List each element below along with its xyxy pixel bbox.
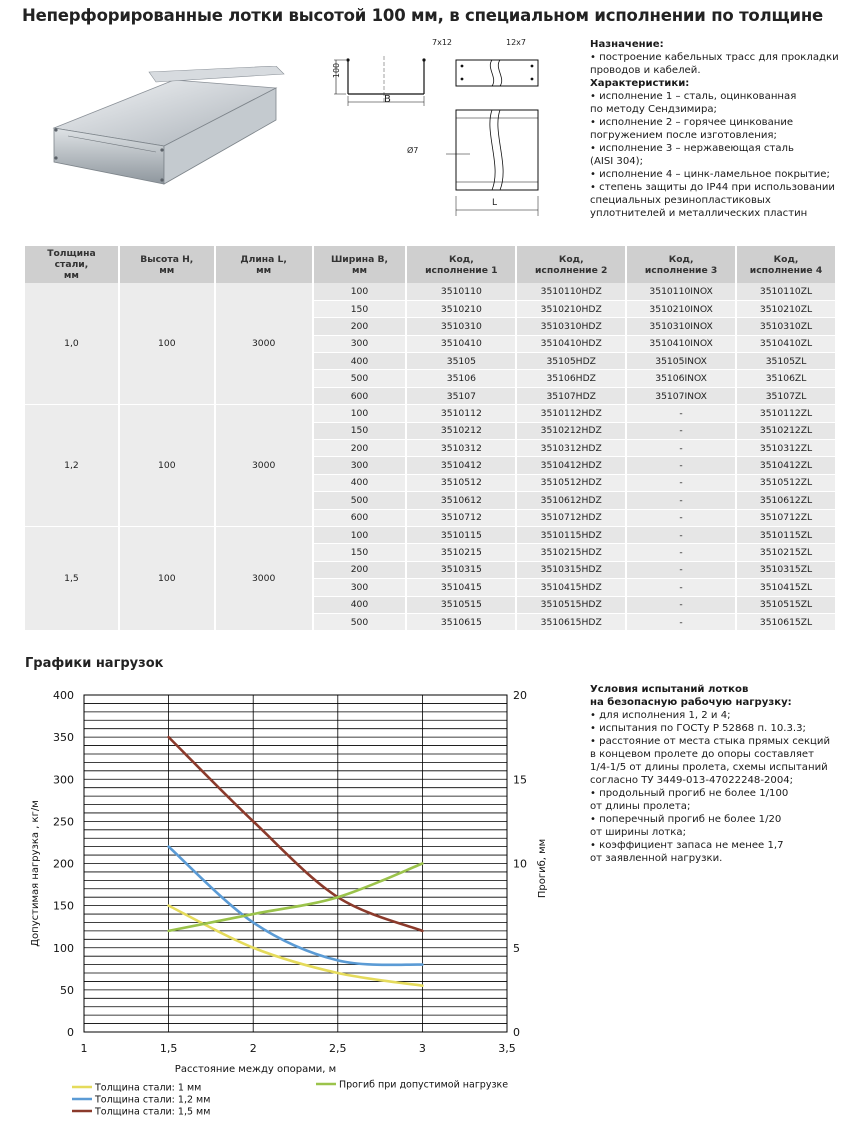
legend-label-3: Прогиб при допустимой нагрузке	[339, 1079, 509, 1091]
spec-table-body	[25, 283, 836, 631]
cell-code-2: 3510112HDZ	[516, 405, 626, 422]
x-tick-label: 3,5	[498, 1042, 516, 1055]
page-title: Неперфорированные лотки высотой 100 мм, в специальном исполнении по толщине	[22, 6, 824, 25]
cell-height: 100	[119, 526, 215, 630]
cell-code-4: 35107ZL	[736, 387, 836, 404]
x-tick-label: 1	[80, 1042, 88, 1055]
cell-width: 400	[313, 596, 407, 613]
cell-code-2: 3510212HDZ	[516, 422, 626, 439]
cell-code-2: 3510310HDZ	[516, 318, 626, 335]
cell-width: 300	[313, 335, 407, 352]
cell-code-4: 3510612ZL	[736, 492, 836, 509]
cell-code-3: -	[626, 561, 736, 578]
table-row	[25, 526, 836, 543]
cell-code-2: 3510210HDZ	[516, 300, 626, 317]
cell-code-4: 35105ZL	[736, 353, 836, 370]
cell-code-2: 35107HDZ	[516, 387, 626, 404]
cell-code-3: -	[626, 492, 736, 509]
cell-code-4: 3510110ZL	[736, 283, 836, 300]
cell-code-4: 3510410ZL	[736, 335, 836, 352]
col-header-code-4: Код, исполнение 4	[736, 246, 836, 283]
table-row	[25, 283, 836, 300]
cell-code-2: 3510412HDZ	[516, 457, 626, 474]
dim-height-label: 100	[332, 62, 342, 79]
cell-code-1: 35107	[406, 387, 516, 404]
cell-code-2: 3510712HDZ	[516, 509, 626, 526]
col-header-code-2: Код, исполнение 2	[516, 246, 626, 283]
cell-code-1: 3510515	[406, 596, 516, 613]
cell-code-1: 3510415	[406, 579, 516, 596]
conditions-line: • коэффициент запаса не менее 1,7	[590, 840, 784, 851]
conditions-line: согласно ТУ 3449-013-47022248-2004;	[590, 775, 794, 786]
cell-width: 200	[313, 440, 407, 457]
cell-width: 500	[313, 370, 407, 387]
cell-code-3: -	[626, 457, 736, 474]
cell-length: 3000	[215, 405, 313, 527]
cell-code-3: -	[626, 596, 736, 613]
conditions-line: • для исполнения 1, 2 и 4;	[590, 710, 731, 721]
col-header-height: Высота Н, мм	[119, 246, 215, 283]
characteristics-line: специальных резинопластиковых	[590, 195, 771, 206]
cell-width: 600	[313, 509, 407, 526]
cell-code-4: 3510115ZL	[736, 526, 836, 543]
x-tick-label: 2,5	[329, 1042, 347, 1055]
cell-code-3: 3510210INOX	[626, 300, 736, 317]
dim-slot-1-label: 7x12	[432, 38, 453, 47]
cell-code-1: 35105	[406, 353, 516, 370]
conditions-line: от длины пролета;	[590, 801, 691, 812]
cell-width: 150	[313, 300, 407, 317]
cell-code-4: 3510315ZL	[736, 561, 836, 578]
cell-width: 100	[313, 405, 407, 422]
purpose-line: проводов и кабелей.	[590, 65, 701, 76]
cell-code-1: 3510110	[406, 283, 516, 300]
cell-code-1: 3510615	[406, 613, 516, 630]
side-view-drawing	[406, 36, 554, 216]
series-line-2	[169, 737, 423, 931]
legend-label-0: Толщина стали: 1 мм	[95, 1082, 202, 1094]
y-tick-label: 0	[67, 1026, 74, 1039]
conditions-line: • продольный прогиб не более 1/100	[590, 788, 789, 799]
cell-code-1: 3510410	[406, 335, 516, 352]
conditions-header: на безопасную рабочую нагрузку:	[590, 697, 792, 708]
y-axis-label: Допустимая нагрузка , кг/м	[30, 800, 41, 947]
cell-code-1: 3510312	[406, 440, 516, 457]
cell-code-2: 3510110HDZ	[516, 283, 626, 300]
y-tick-label: 300	[53, 773, 74, 787]
cell-code-3: -	[626, 405, 736, 422]
y2-axis-label: Прогиб, мм	[537, 838, 548, 899]
cell-code-2: 3510415HDZ	[516, 579, 626, 596]
characteristics-line: • исполнение 1 – сталь, оцинкованная	[590, 91, 797, 102]
cell-thickness: 1,5	[25, 526, 119, 630]
cell-code-1: 3510310	[406, 318, 516, 335]
cell-code-1: 3510512	[406, 474, 516, 491]
cell-code-4: 3510412ZL	[736, 457, 836, 474]
chart-labels	[30, 689, 548, 1075]
dim-hole-label: Ø7	[407, 146, 419, 155]
y-tick-label: 400	[53, 689, 74, 702]
cell-code-3: 35107INOX	[626, 387, 736, 404]
cell-width: 200	[313, 561, 407, 578]
y-tick-label: 50	[60, 983, 74, 997]
cell-code-4: 3510312ZL	[736, 440, 836, 457]
y-tick-label: 150	[53, 899, 74, 913]
characteristics-line: (AISI 304);	[590, 156, 644, 167]
cell-code-2: 3510515HDZ	[516, 596, 626, 613]
conditions-line: • испытания по ГОСТу Р 52868 п. 10.3.3;	[590, 723, 806, 734]
characteristics-line: уплотнителей и металлических пластин	[590, 208, 808, 219]
conditions-line: от заявленной нагрузки.	[590, 853, 723, 864]
cell-code-2: 3510312HDZ	[516, 440, 626, 457]
cell-code-4: 3510112ZL	[736, 405, 836, 422]
chart-legend	[72, 1080, 508, 1118]
cell-height: 100	[119, 283, 215, 405]
x-tick-label: 3	[418, 1042, 426, 1055]
cable-tray-photo	[44, 66, 289, 191]
cell-code-4: 3510415ZL	[736, 579, 836, 596]
cell-code-2: 35105HDZ	[516, 353, 626, 370]
cell-code-3: 35106INOX	[626, 370, 736, 387]
legend-label-1: Толщина стали: 1,2 мм	[95, 1094, 211, 1106]
section-title: Графики нагрузок	[25, 656, 164, 671]
cell-width: 100	[313, 283, 407, 300]
cell-height: 100	[119, 405, 215, 527]
characteristics-line: • исполнение 3 – нержавеющая сталь	[590, 143, 794, 154]
cell-code-4: 35106ZL	[736, 370, 836, 387]
col-header-width: Ширина В, мм	[313, 246, 407, 283]
cell-code-3: -	[626, 474, 736, 491]
dim-width-label: B	[384, 94, 391, 105]
legend-label-2: Толщина стали: 1,5 мм	[95, 1106, 211, 1118]
cell-code-2: 3510315HDZ	[516, 561, 626, 578]
characteristics-line: • степень защиты до IP44 при использовании	[590, 182, 835, 193]
cell-width: 500	[313, 492, 407, 509]
cell-width: 200	[313, 318, 407, 335]
cell-code-4: 3510615ZL	[736, 613, 836, 630]
cell-length: 3000	[215, 526, 313, 630]
cell-code-1: 3510315	[406, 561, 516, 578]
cell-width: 600	[313, 387, 407, 404]
y2-tick-label: 10	[513, 857, 527, 871]
cell-code-4: 3510712ZL	[736, 509, 836, 526]
col-header-code-1: Код, исполнение 1	[406, 246, 516, 283]
y-tick-label: 250	[53, 815, 74, 829]
cell-code-1: 3510412	[406, 457, 516, 474]
cell-width: 400	[313, 353, 407, 370]
cell-code-2: 3510115HDZ	[516, 526, 626, 543]
product-info	[590, 38, 852, 220]
characteristics-line: погружением после изготовления;	[590, 130, 777, 141]
cell-code-1: 35106	[406, 370, 516, 387]
test-conditions	[590, 683, 852, 865]
cell-code-3: -	[626, 579, 736, 596]
conditions-line: от ширины лотка;	[590, 827, 686, 838]
cell-code-3: -	[626, 440, 736, 457]
y2-tick-label: 0	[513, 1026, 520, 1039]
cell-code-2: 3510512HDZ	[516, 474, 626, 491]
characteristics-header: Характеристики:	[590, 78, 690, 89]
col-header-code-3: Код, исполнение 3	[626, 246, 736, 283]
cell-code-1: 3510712	[406, 509, 516, 526]
chart-series	[169, 737, 423, 986]
cell-code-4: 3510515ZL	[736, 596, 836, 613]
cell-code-3: 3510110INOX	[626, 283, 736, 300]
dim-slot-2-label: 12x7	[506, 38, 527, 47]
cell-code-2: 3510410HDZ	[516, 335, 626, 352]
cell-code-3: -	[626, 544, 736, 561]
purpose-header: Назначение:	[590, 39, 664, 50]
characteristics-line: • исполнение 4 – цинк-ламельное покрытие;	[590, 169, 830, 180]
cell-thickness: 1,2	[25, 405, 119, 527]
dim-length-label: L	[492, 198, 498, 208]
cell-code-2: 35106HDZ	[516, 370, 626, 387]
spec-table	[25, 246, 837, 631]
cell-code-2: 3510612HDZ	[516, 492, 626, 509]
conditions-line: • расстояние от места стыка прямых секций	[590, 736, 831, 747]
table-row	[25, 405, 836, 422]
characteristics-line: по методу Сендзимира;	[590, 104, 717, 115]
y-tick-label: 350	[53, 731, 74, 745]
x-tick-label: 1,5	[159, 1042, 178, 1055]
cell-code-1: 3510212	[406, 422, 516, 439]
purpose-line: • построение кабельных трасс для прокладки	[590, 52, 839, 63]
y2-tick-label: 15	[513, 773, 527, 787]
cell-code-1: 3510210	[406, 300, 516, 317]
cell-width: 300	[313, 579, 407, 596]
conditions-header: Условия испытаний лотков	[590, 684, 749, 695]
cell-code-1: 3510112	[406, 405, 516, 422]
conditions-line: • поперечный прогиб не более 1/20	[590, 814, 782, 825]
cell-code-3: 3510410INOX	[626, 335, 736, 352]
cell-code-3: -	[626, 613, 736, 630]
cell-width: 300	[313, 457, 407, 474]
col-header-length: Длина L, мм	[215, 246, 313, 283]
cell-code-3: -	[626, 509, 736, 526]
cell-code-2: 3510215HDZ	[516, 544, 626, 561]
y2-tick-label: 5	[513, 941, 520, 955]
y-tick-label: 200	[53, 857, 74, 871]
cell-code-4: 3510212ZL	[736, 422, 836, 439]
conditions-line: в концевом пролете до опоры составляет	[590, 749, 814, 760]
x-axis-label: Расстояние между опорами, м	[174, 1064, 337, 1075]
cell-code-4: 3510210ZL	[736, 300, 836, 317]
cell-code-1: 3510215	[406, 544, 516, 561]
cell-length: 3000	[215, 283, 313, 405]
cell-code-2: 3510615HDZ	[516, 613, 626, 630]
cell-code-3: 3510310INOX	[626, 318, 736, 335]
cell-code-4: 3510512ZL	[736, 474, 836, 491]
x-tick-label: 2	[249, 1042, 257, 1055]
cell-code-1: 3510612	[406, 492, 516, 509]
table-header-row	[25, 246, 836, 283]
cell-code-4: 3510215ZL	[736, 544, 836, 561]
characteristics-line: • исполнение 2 – горячее цинкование	[590, 117, 794, 128]
cell-width: 400	[313, 474, 407, 491]
y2-tick-label: 20	[513, 689, 527, 702]
cell-code-4: 3510310ZL	[736, 318, 836, 335]
cell-thickness: 1,0	[25, 283, 119, 405]
cell-code-1: 3510115	[406, 526, 516, 543]
y-tick-label: 100	[53, 941, 74, 955]
load-chart	[0, 680, 570, 1125]
cell-width: 150	[313, 422, 407, 439]
conditions-line: 1/4-1/5 от длины пролета, схемы испытаний	[590, 762, 828, 773]
cell-width: 150	[313, 544, 407, 561]
cell-code-3: -	[626, 526, 736, 543]
cell-code-3: -	[626, 422, 736, 439]
cell-code-3: 35105INOX	[626, 353, 736, 370]
col-header-thickness: Толщина стали, мм	[25, 246, 119, 283]
cell-width: 500	[313, 613, 407, 630]
cell-width: 100	[313, 526, 407, 543]
